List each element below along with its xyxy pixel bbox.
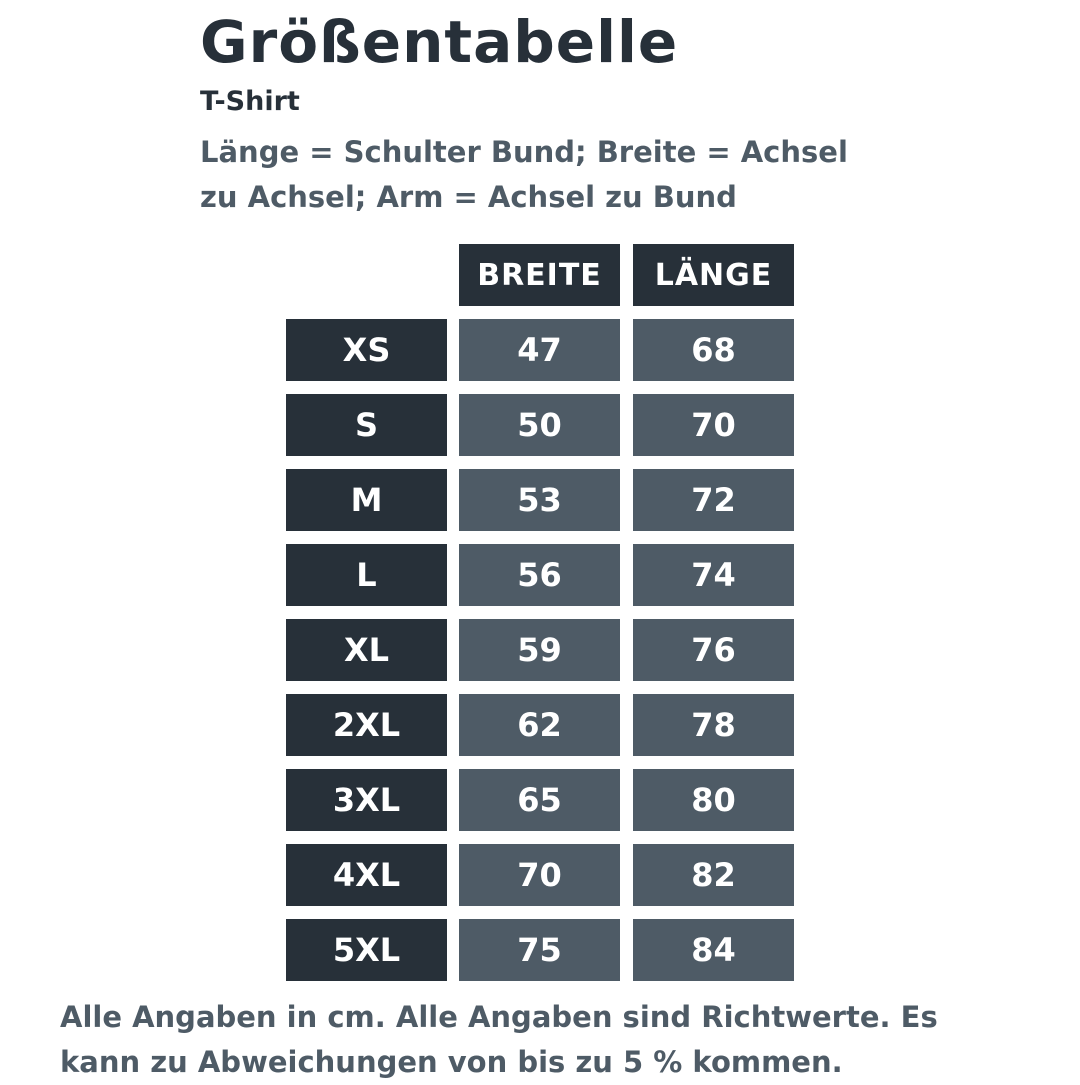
laenge-value: 68: [633, 319, 794, 381]
breite-value: 75: [459, 919, 620, 981]
column-header-laenge: LÄNGE: [633, 244, 794, 306]
size-label: 4XL: [286, 844, 447, 906]
breite-value: 50: [459, 394, 620, 456]
breite-value: 56: [459, 544, 620, 606]
breite-value: 47: [459, 319, 620, 381]
size-label: 2XL: [286, 694, 447, 756]
breite-value: 62: [459, 694, 620, 756]
measurement-description: [200, 130, 920, 220]
footer-note: [60, 995, 1050, 1085]
description-line: zu Achsel; Arm = Achsel zu Bund: [200, 180, 737, 214]
laenge-value: 80: [633, 769, 794, 831]
breite-value: 70: [459, 844, 620, 906]
size-label: 3XL: [286, 769, 447, 831]
column-header-breite: BREITE: [459, 244, 620, 306]
page-title: Größentabelle: [200, 8, 679, 76]
breite-value: 53: [459, 469, 620, 531]
laenge-value: 76: [633, 619, 794, 681]
size-label: 5XL: [286, 919, 447, 981]
footer-line: kann zu Abweichungen von bis zu 5 % kommen.: [60, 1045, 843, 1079]
footer-line: Alle Angaben in cm. Alle Angaben sind Richtwerte. Es: [60, 1000, 938, 1034]
laenge-value: 72: [633, 469, 794, 531]
laenge-value: 84: [633, 919, 794, 981]
laenge-value: 78: [633, 694, 794, 756]
laenge-value: 82: [633, 844, 794, 906]
breite-value: 65: [459, 769, 620, 831]
laenge-value: 70: [633, 394, 794, 456]
size-label: L: [286, 544, 447, 606]
product-subtitle: T-Shirt: [200, 86, 300, 117]
size-label: S: [286, 394, 447, 456]
size-label: XL: [286, 619, 447, 681]
laenge-value: 74: [633, 544, 794, 606]
size-label: M: [286, 469, 447, 531]
breite-value: 59: [459, 619, 620, 681]
description-line: Länge = Schulter Bund; Breite = Achsel: [200, 135, 848, 169]
size-label: XS: [286, 319, 447, 381]
